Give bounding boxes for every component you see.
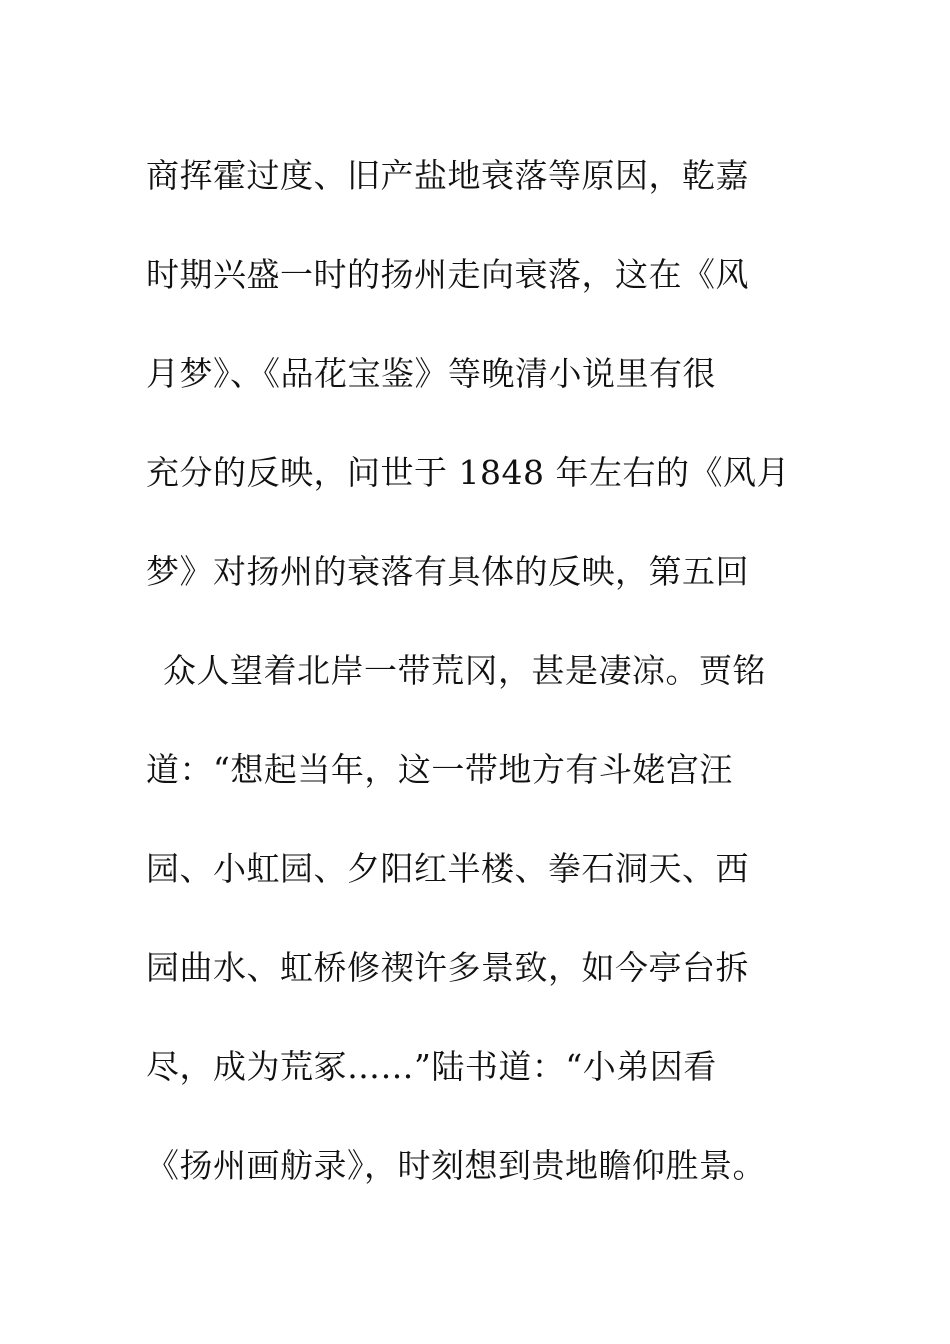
text-line: 众人望着北岸一带荒冈，甚是凄凉。贾铭 (163, 651, 766, 690)
text-line: 时期兴盛一时的扬州走向衰落，这在《风 (146, 255, 749, 294)
text-line: 园曲水、虹桥修禊许多景致，如今亭台拆 (146, 948, 749, 987)
text-line: 充分的反映，问世于 1848 年左右的《风月 (146, 453, 790, 492)
text-line: 月梦》、《品花宝鉴》等晚清小说里有很 (146, 354, 716, 393)
text-line: 园、小虹园、夕阳红半楼、拳石洞天、西 (146, 849, 749, 888)
text-line: 梦》对扬州的衰落有具体的反映，第五回 (146, 552, 749, 591)
text-line: 尽，成为荒冢……”陆书道：“小弟因看 (146, 1047, 717, 1086)
body-text (146, 126, 826, 1215)
text-line: 道：“想起当年，这一带地方有斗姥宫汪 (146, 750, 733, 789)
text-line: 商挥霍过度、旧产盐地衰落等原因，乾嘉 (146, 156, 749, 195)
text-line: 《扬州画舫录》，时刻想到贵地瞻仰胜景。 (146, 1146, 766, 1185)
